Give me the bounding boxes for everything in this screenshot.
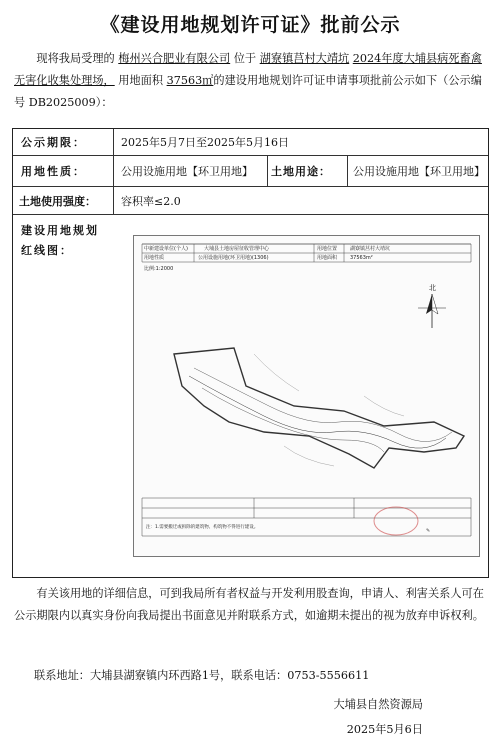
map-row2-value: 公用设施用地(环卫用地)(1306) <box>198 255 269 261</box>
intensity-label: 土地使用强度： <box>19 194 96 208</box>
intro-text-5: 的建设用地规划许可证申请事项批前公示如下（公示编号 DB2025009）： <box>14 74 482 109</box>
announcement-table <box>12 128 489 578</box>
map-header-loc-label: 用地位置 <box>317 246 338 252</box>
map-scale: 比例:1:2000 <box>144 266 174 272</box>
map-note: 注：1.需要搬迁或拆除的建筑物、构筑物不得进行建设。 <box>146 525 259 530</box>
page-title: 《建设用地规划许可证》批前公示 <box>100 14 401 36</box>
row-nature <box>13 156 488 187</box>
redline-map <box>133 235 480 557</box>
project-location: 湖寮镇莒村大靖坑 <box>259 52 350 65</box>
map-header-loc: 湖寮镇莒村大靖坑 <box>350 246 391 252</box>
project-name: 2024年度大埔县病死畜禽无害化收集处理场， <box>14 52 482 87</box>
intensity-value: 容积率≤2.0 <box>121 194 181 208</box>
intro-text-4: 用地面积 <box>118 74 164 87</box>
map-header-mgmt: 大埔县土地房屋征收管理中心 <box>204 246 270 252</box>
svg-text:✎: ✎ <box>426 528 431 534</box>
north-arrow-icon <box>418 283 446 328</box>
issuing-organization: 大埔县自然资源局 <box>333 698 423 711</box>
north-label: 北 <box>429 284 436 292</box>
nature-label: 用地性质： <box>21 165 86 178</box>
contact-info: 联系地址：大埔县湖寮镇内环西路1号，联系电话：0753-5556611 <box>34 669 370 682</box>
map-header-unit: 中新建设单位(个人) <box>144 246 188 252</box>
nature-value: 公用设施用地【环卫用地】 <box>121 165 253 178</box>
map-row2-label: 用地性质 <box>144 255 165 261</box>
use-label: 土地用途： <box>271 165 331 178</box>
land-area: 37563㎡ <box>166 74 214 87</box>
footer-paragraph <box>14 583 492 627</box>
map-row2-area: 37563m² <box>350 255 373 261</box>
map-row2-area-label: 用地面积 <box>317 255 338 261</box>
intro-text-1: 现将我局受理的 <box>36 52 115 65</box>
intro-text-2: 位于 <box>233 52 257 65</box>
row-intensity <box>13 187 488 215</box>
official-seal-icon <box>374 507 418 535</box>
footer-text: 有关该用地的详细信息，可到我局所有者权益与开发利用股查询，申请人、利害关系人可在公示期限内以真实身份向我局提出书面意见并附联系方式，如逾期未提出的视为放弃申诉权利。 <box>14 587 484 622</box>
period-value: 2025年5月7日至2025年5月16日 <box>121 136 289 149</box>
row-period <box>13 129 488 156</box>
intro-paragraph <box>14 48 492 114</box>
issue-date: 2025年5月6日 <box>346 723 423 736</box>
period-label: 公示期限： <box>21 136 86 149</box>
redline-label: 建设用地规划红线图： <box>21 224 99 257</box>
parcel-boundary <box>174 348 464 468</box>
applicant-name: 梅州兴合肥业有限公司 <box>118 52 231 65</box>
use-value: 公用设施用地【环卫用地】 <box>353 165 485 178</box>
